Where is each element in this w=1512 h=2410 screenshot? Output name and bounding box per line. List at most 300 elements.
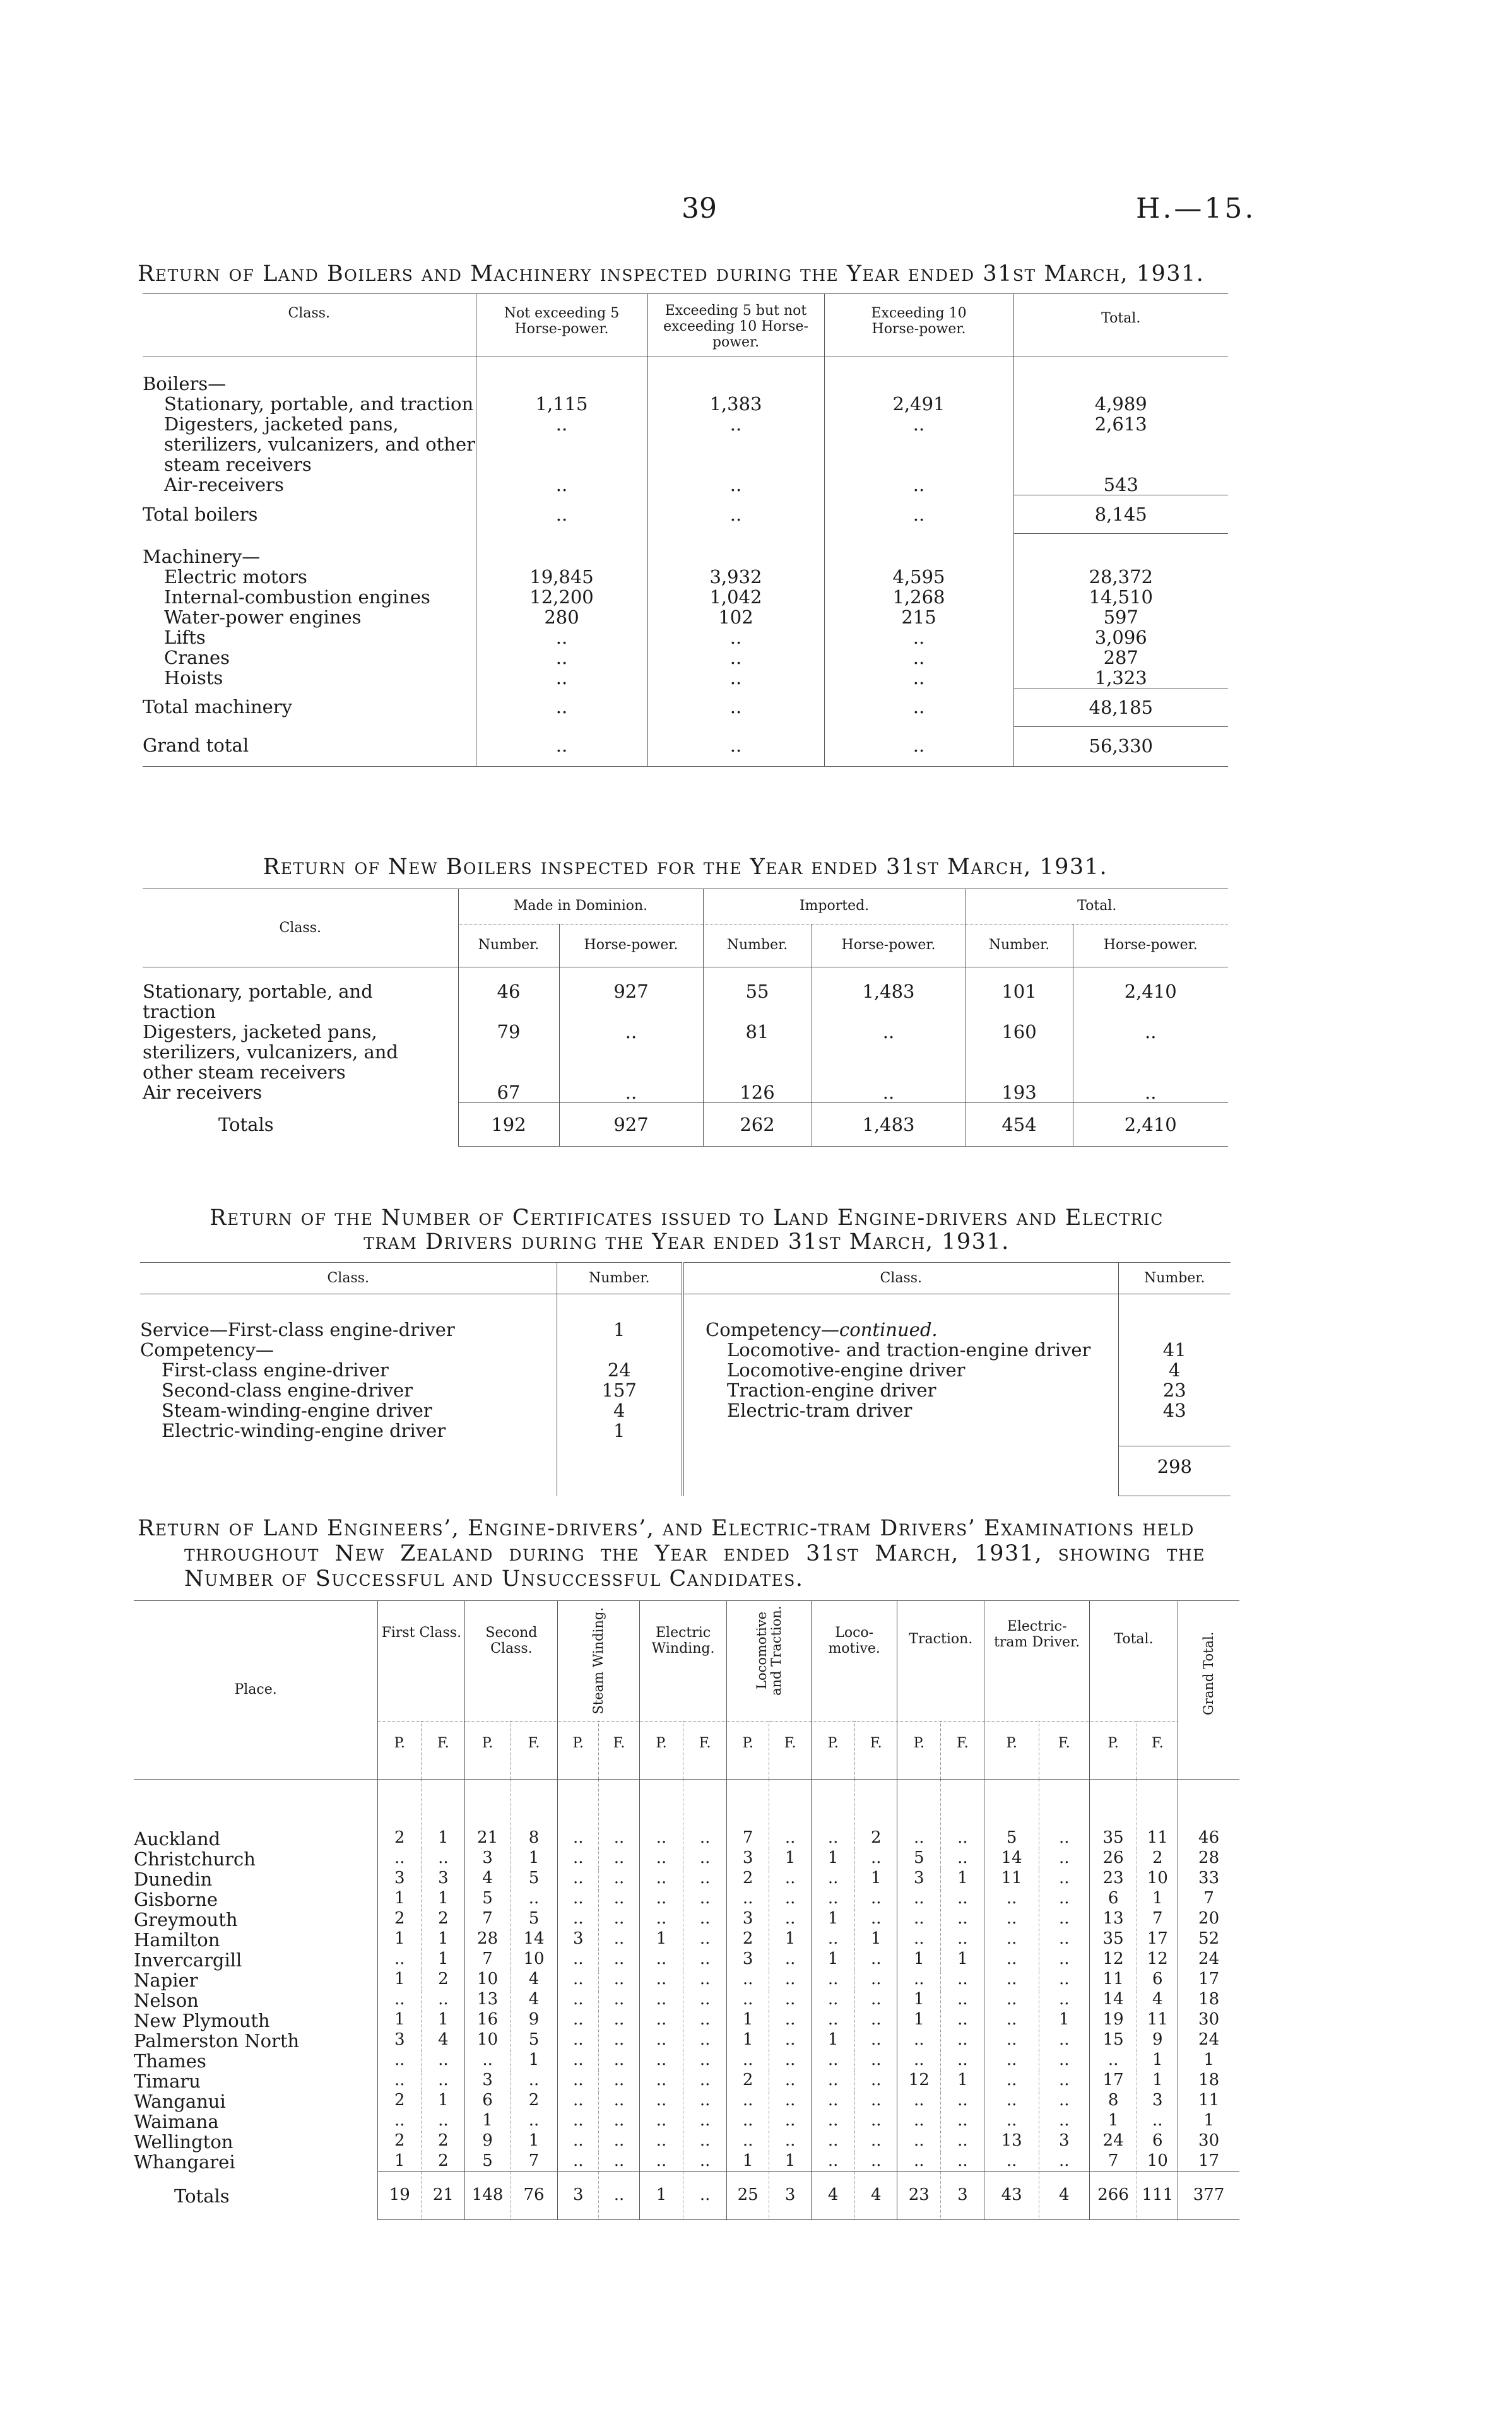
t4-row-value: ..: [897, 2091, 941, 2112]
t4-row-value: ..: [639, 2132, 683, 2152]
t1-machinery-row-col1: 280: [476, 607, 647, 627]
t4-row-value: 6: [1137, 2132, 1178, 2152]
t2-row-value: ..: [812, 1082, 966, 1103]
t4-row-value: 1: [422, 1930, 465, 1950]
t1-machinery-row-label: Water-power engines: [143, 607, 476, 627]
t2-row-value: 1,483: [812, 967, 966, 1022]
t4-row-place: Napier: [134, 1970, 378, 1990]
t1-boiler-row-total: 2,613: [1094, 413, 1147, 435]
t4-row: [134, 1910, 1239, 1930]
t4-row-value: 7: [1137, 1910, 1178, 1930]
t2-sub-number: Number.: [703, 924, 812, 967]
t4-totals-row-value: 266: [1089, 2172, 1137, 2220]
t4-row-value: 3: [1137, 2091, 1178, 2112]
t1-total-boilers-row-col2: ..: [647, 495, 824, 534]
t4-row-value: ..: [897, 2051, 941, 2071]
t4-row-value: 1: [897, 1990, 941, 2011]
t4-row-value: ..: [984, 1990, 1039, 2011]
t4-row-value: ..: [769, 1910, 812, 1930]
t4-row-value: 28: [465, 1930, 510, 1950]
t4-row: [134, 2112, 1239, 2132]
t1-total-machinery-row-col3: ..: [824, 688, 1013, 726]
t4-row-value: 3: [558, 1930, 599, 1950]
empty-cell: [1013, 534, 1228, 567]
t4-totals-row: [134, 2172, 1239, 2220]
t4-row-value: ..: [1137, 2112, 1178, 2132]
t4-row-value: 2: [422, 2132, 465, 2152]
t3-left-label: Service—First-class engine-driver: [140, 1319, 455, 1340]
t4-row-value: ..: [769, 1950, 812, 1970]
t4-row-value: ..: [769, 1970, 812, 1990]
t4-row-value: 1: [378, 1889, 422, 1910]
t1-machinery-row-col2: ..: [647, 647, 824, 668]
t4-row-value: ..: [941, 2031, 984, 2051]
t1-machinery-row-total: 1,323: [1094, 666, 1147, 688]
t4-row-value: ..: [941, 2112, 984, 2132]
t4-row-value: ..: [769, 2132, 812, 2152]
t4-row-value: ..: [639, 1950, 683, 1970]
t4-row-value: ..: [558, 2132, 599, 2152]
t4-group-locomotive: Loco-motive.: [812, 1601, 897, 1722]
t4-row-value: 12: [897, 2071, 941, 2091]
t1-boiler-row-col2: ..: [647, 475, 824, 495]
t1-boiler-row: [143, 475, 1228, 495]
t4-row-value: ..: [683, 1849, 727, 1869]
t3-left-value: 4: [613, 1400, 625, 1421]
t4-row-value: 7: [727, 1779, 769, 1849]
t4-row-value: 1: [812, 2031, 855, 2051]
t4-row-value: ..: [941, 1930, 984, 1950]
t4-row-value: ..: [683, 2112, 727, 2132]
t4-row-value: ..: [558, 1950, 599, 1970]
t4-row-value: ..: [465, 2051, 510, 2071]
t4-row-value: ..: [683, 2091, 727, 2112]
t1-machinery-row-col3: ..: [824, 668, 1013, 688]
t4-sub-f: F.: [1039, 1721, 1089, 1779]
t4-row-value: 1: [855, 1869, 897, 1889]
t3-right-heading-text: Competency—: [706, 1319, 839, 1340]
t1-boiler-row-label: Air-receivers: [143, 475, 476, 495]
t4-row-value: ..: [683, 1889, 727, 1910]
t4-sub-f: F.: [510, 1721, 558, 1779]
t1-total-machinery-row-total: 48,185: [1013, 688, 1228, 726]
t4-row-value: 1: [727, 2011, 769, 2031]
t4-row-value: 17: [1137, 1930, 1178, 1950]
t4-totals-row-value: 3: [558, 2172, 599, 2220]
t3-left-value: 157: [601, 1379, 637, 1401]
t4-row-value: 3: [727, 1910, 769, 1930]
t4-totals-row-value: ..: [683, 2172, 727, 2220]
t1-machinery-row: [143, 587, 1228, 607]
t4-row-value: 1: [422, 1779, 465, 1849]
t4-row-value: ..: [984, 2091, 1039, 2112]
t4-row-value: 1: [1137, 1889, 1178, 1910]
t4-row-value: 3: [465, 1849, 510, 1869]
t4-row-value: ..: [599, 2091, 640, 2112]
t3-right-label: Electric-tram driver: [727, 1400, 913, 1421]
t4-row-value: 2: [422, 2152, 465, 2172]
t4-row-value: 5: [465, 2152, 510, 2172]
t4-row-value: 10: [465, 2031, 510, 2051]
t4-row-value: ..: [558, 2071, 599, 2091]
t4-totals-row-value: 377: [1178, 2172, 1239, 2220]
t4-row-value: 7: [1203, 1888, 1214, 1908]
t4-row-value: 1: [769, 1930, 812, 1950]
t4-row-value: ..: [897, 1970, 941, 1990]
t4-row-value: ..: [639, 2091, 683, 2112]
t4-row-value: ..: [855, 2051, 897, 2071]
t4-row-value: ..: [683, 2132, 727, 2152]
t4-group-loco-traction: [727, 1601, 812, 1722]
t3-right-value: 23: [1162, 1379, 1186, 1401]
t4-row-value: ..: [984, 2112, 1039, 2132]
t4-row-value: ..: [558, 1849, 599, 1869]
t4-totals-row-value: 4: [855, 2172, 897, 2220]
t4-row-value: ..: [812, 2152, 855, 2172]
t4-row-value: 30: [1198, 2009, 1220, 2029]
t4-row-value: ..: [855, 2031, 897, 2051]
table4-group-header: [134, 1601, 1239, 1722]
t4-row-value: 1: [941, 1950, 984, 1970]
t4-row-value: ..: [639, 1889, 683, 1910]
t4-row-value: 1: [510, 2051, 558, 2071]
t4-row-value: ..: [984, 2051, 1039, 2071]
t3-right-heading: [706, 1320, 1118, 1340]
t4-row-value: 6: [465, 2091, 510, 2112]
t4-row-value: ..: [599, 2112, 640, 2132]
t4-sub-p: P.: [465, 1721, 510, 1779]
t4-row-value: ..: [1039, 1779, 1089, 1849]
t4-row-value: ..: [683, 1930, 727, 1950]
t2-group-imported: Imported.: [703, 889, 966, 924]
t2-row-value: 160: [966, 1022, 1073, 1082]
t2-sub-number: Number.: [966, 924, 1073, 967]
t4-row-value: ..: [599, 2031, 640, 2051]
empty-cell: [824, 534, 1013, 567]
t4-row-value: 1: [510, 1849, 558, 1869]
t4-row-value: 5: [510, 1910, 558, 1930]
t4-row-place: Nelson: [134, 1990, 378, 2011]
t1-total-machinery-row-label: Total machinery: [143, 688, 476, 726]
t3-left-value: 1: [613, 1319, 625, 1340]
t4-row-value: 2: [422, 1970, 465, 1990]
t4-row-value: 5: [984, 1779, 1039, 1849]
t4-row-value: ..: [599, 1910, 640, 1930]
t4-row-value: 1: [422, 1889, 465, 1910]
t4-row-value: ..: [378, 1950, 422, 1970]
t1-boiler-row-col3: 2,491: [824, 394, 1013, 414]
t4-row: [134, 2091, 1239, 2112]
t4-row-value: ..: [599, 1869, 640, 1889]
t4-row-value: 11: [1137, 2011, 1178, 2031]
t1-machinery-row: [143, 668, 1228, 688]
table3-title-line2: tram Drivers during the Year ended 31st March, 1931.: [363, 1229, 1010, 1255]
t2-row-value: 193: [966, 1082, 1073, 1103]
t4-row-value: ..: [1039, 1990, 1089, 2011]
t4-row-value: 14: [510, 1930, 558, 1950]
t4-row-value: ..: [1039, 1849, 1089, 1869]
t4-row-value: ..: [812, 2091, 855, 2112]
t2-totals-value: 454: [966, 1103, 1073, 1147]
t4-row-value: 3: [727, 1849, 769, 1869]
t4-totals-row-value: 76: [510, 2172, 558, 2220]
table3-body: [140, 1294, 1231, 1497]
t4-row-value: ..: [727, 2091, 769, 2112]
t4-row-value: 2: [855, 1779, 897, 1849]
t1-machinery-row-col1: 19,845: [476, 567, 647, 587]
t4-row-value: 4: [422, 2031, 465, 2051]
t1-grand-total-row-col2: ..: [647, 726, 824, 766]
t4-row-value: ..: [941, 1910, 984, 1930]
t4-row-value: 2: [378, 2091, 422, 2112]
t1-machinery-row: [143, 627, 1228, 647]
t3-left-label: Steam-winding-engine driver: [162, 1400, 432, 1421]
t4-row-value: ..: [727, 1970, 769, 1990]
t4-row-value: 1: [1137, 2071, 1178, 2091]
t4-sub-p: P.: [378, 1721, 422, 1779]
t4-row-value: 26: [1089, 1849, 1137, 1869]
t4-row-value: ..: [984, 2031, 1039, 2051]
t4-row-value: ..: [639, 1910, 683, 1930]
t4-row-value: 1: [378, 1930, 422, 1950]
t1-boiler-row-col1: ..: [476, 475, 647, 495]
t4-row-value: 7: [1089, 2152, 1137, 2172]
t4-row: [134, 1990, 1239, 2011]
t3-right-labels: [683, 1294, 1118, 1497]
t4-row: [134, 1849, 1239, 1869]
t4-row-value: ..: [599, 1990, 640, 2011]
t4-row-place: Hamilton: [134, 1930, 378, 1950]
t3-col-class-right: Class.: [683, 1263, 1118, 1294]
t4-sub-f: F.: [683, 1721, 727, 1779]
t4-group-traction: Traction.: [897, 1601, 984, 1722]
t4-row-value: 1: [1203, 2110, 1214, 2130]
t4-row-value: ..: [855, 2091, 897, 2112]
t2-row-value: 126: [703, 1082, 812, 1103]
table4-title-line1: Return of Land Engineers’, Engine-drivers’, and Electric-tram Drivers’ Examinations held: [138, 1516, 1195, 1541]
t3-left-values: [557, 1294, 683, 1497]
t4-row-value: 3: [897, 1869, 941, 1889]
t4-row-value: ..: [984, 1950, 1039, 1970]
t2-row-value: 55: [703, 967, 812, 1022]
t2-row-value: 2,410: [1124, 981, 1177, 1002]
t4-row-value: ..: [941, 2091, 984, 2112]
t4-row-value: 17: [1198, 1969, 1220, 1988]
t4-row-value: 46: [1198, 1828, 1220, 1847]
t4-row-value: ..: [727, 1889, 769, 1910]
table2-title: Return of New Boilers inspected for the Year ended 31st March, 1931.: [263, 854, 1108, 880]
t4-row-place: Thames: [134, 2051, 378, 2071]
t4-row-value: ..: [855, 2112, 897, 2132]
t4-row-value: 1: [812, 1950, 855, 1970]
t4-row-value: ..: [769, 2051, 812, 2071]
t4-row-value: 8: [1089, 2091, 1137, 2112]
t1-machinery-row-col1: ..: [476, 647, 647, 668]
t4-row-value: ..: [941, 1990, 984, 2011]
t4-row-value: 3: [422, 1869, 465, 1889]
t4-row-value: 15: [1089, 2031, 1137, 2051]
t4-row: [134, 2031, 1239, 2051]
t3-col-class-left: Class.: [140, 1263, 557, 1294]
t2-row-value: ..: [559, 1022, 703, 1082]
t1-machinery-row-total: 597: [1103, 606, 1138, 628]
t1-boiler-row-label: Digesters, jacketed pans, sterilizers, vulcanizers, and other steam receivers: [143, 414, 476, 475]
t4-row-value: 3: [465, 2071, 510, 2091]
table1: [143, 293, 1228, 767]
t4-row-value: ..: [378, 2071, 422, 2091]
t4-row-value: 2: [1137, 1849, 1178, 1869]
t4-row-value: ..: [422, 2071, 465, 2091]
t4-row-value: ..: [510, 1889, 558, 1910]
t4-row-value: ..: [855, 2132, 897, 2152]
t4-totals-row-value: 4: [812, 2172, 855, 2220]
t4-row: [134, 1930, 1239, 1950]
t4-row-value: ..: [812, 2011, 855, 2031]
t4-row-value: 1: [1203, 2050, 1214, 2069]
t4-row-value: ..: [422, 2112, 465, 2132]
t4-row-value: 14: [984, 1849, 1039, 1869]
t4-row-value: 9: [1137, 2031, 1178, 2051]
t4-row-value: ..: [558, 1990, 599, 2011]
t4-row-value: 1: [378, 2011, 422, 2031]
t4-row-value: ..: [897, 2112, 941, 2132]
t4-row-value: 16: [465, 2011, 510, 2031]
t4-row-value: 28: [1198, 1848, 1220, 1867]
t4-row-value: ..: [897, 1889, 941, 1910]
t2-sub-hp: Horse-power.: [1073, 924, 1228, 967]
t2-group-dominion: Made in Dominion.: [458, 889, 703, 924]
t4-row-value: ..: [897, 1779, 941, 1849]
t4-group-electric-winding: Electric Winding.: [639, 1601, 726, 1722]
t4-sub-f: F.: [769, 1721, 812, 1779]
t1-machinery-row-col3: ..: [824, 647, 1013, 668]
t4-sub-p: P.: [558, 1721, 599, 1779]
t4-row-value: 24: [1089, 2132, 1137, 2152]
t4-row-value: ..: [639, 2011, 683, 2031]
t4-row-value: 3: [727, 1950, 769, 1970]
t4-row-value: 1: [465, 2112, 510, 2132]
t4-row-value: 1: [727, 2152, 769, 2172]
t4-sub-p: P.: [984, 1721, 1039, 1779]
t4-row-value: ..: [683, 1990, 727, 2011]
t4-row-value: ..: [1039, 1930, 1089, 1950]
t1-total-boilers-row-col1: ..: [476, 495, 647, 534]
t4-row-value: ..: [558, 2011, 599, 2031]
t4-row: [134, 1779, 1239, 1849]
t4-col-grand-total: [1178, 1601, 1239, 1780]
t1-grand-total-row-col3: ..: [824, 726, 1013, 766]
t1-total-machinery-row: [143, 688, 1228, 726]
t4-row-value: ..: [855, 2071, 897, 2091]
t1-machinery-row-total: 3,096: [1094, 626, 1147, 648]
t4-row: [134, 2051, 1239, 2071]
t4-row-place: Wanganui: [134, 2091, 378, 2112]
t4-row-value: ..: [812, 2112, 855, 2132]
t4-row: [134, 1970, 1239, 1990]
t1-grand-total-row: [143, 726, 1228, 766]
t4-row-value: ..: [812, 2051, 855, 2071]
t4-sub-f: F.: [941, 1721, 984, 1779]
t4-row-value: ..: [599, 2152, 640, 2172]
t4-row-value: 1: [639, 1930, 683, 1950]
t3-right-label: Traction-engine driver: [727, 1379, 936, 1401]
t4-row-value: ..: [378, 2051, 422, 2071]
t3-left-label: Competency—: [140, 1339, 274, 1361]
t1-machinery-row-col3: ..: [824, 627, 1013, 647]
t1-boiler-row: [143, 414, 1228, 475]
t1-machinery-row-label: Internal-combustion engines: [143, 587, 476, 607]
t4-row-value: 3: [378, 2031, 422, 2051]
t1-machinery-row-label: Hoists: [143, 668, 476, 688]
table4-title-line2: throughout New Zealand during the Year ended 31st March, 1931, showing the: [184, 1541, 1205, 1566]
t1-machinery-row-label: Electric motors: [143, 567, 476, 587]
t4-row-value: 10: [1137, 1869, 1178, 1889]
t3-right-label: Locomotive-engine driver: [727, 1359, 966, 1381]
t4-row-value: ..: [941, 1779, 984, 1849]
page-number: 39: [682, 192, 717, 225]
t1-boiler-row-col2: 1,383: [647, 394, 824, 414]
t4-row-place: New Plymouth: [134, 2011, 378, 2031]
t4-row-value: 10: [510, 1950, 558, 1970]
t4-row-value: 7: [510, 2152, 558, 2172]
t1-machinery-row-label: Cranes: [143, 647, 476, 668]
t4-row-value: 11: [984, 1869, 1039, 1889]
t4-row-value: 35: [1089, 1930, 1137, 1950]
t4-row-value: ..: [683, 2031, 727, 2051]
t1-boiler-row: [143, 394, 1228, 414]
t2-sub-hp: Horse-power.: [812, 924, 966, 967]
t4-row-value: ..: [599, 1930, 640, 1950]
t4-row-value: 20: [1198, 1908, 1220, 1928]
t4-row-value: ..: [422, 2051, 465, 2071]
t4-row-value: ..: [727, 2051, 769, 2071]
t4-row-value: ..: [1039, 2031, 1089, 2051]
t4-row-place: Dunedin: [134, 1869, 378, 1889]
t4-row-value: ..: [897, 2031, 941, 2051]
t4-row-value: 7: [465, 1910, 510, 1930]
t4-row: [134, 1889, 1239, 1910]
t1-grand-total-row-col1: ..: [476, 726, 647, 766]
t4-row-value: ..: [558, 1889, 599, 1910]
t4-row-value: ..: [812, 1930, 855, 1950]
t2-totals-value: 192: [458, 1103, 559, 1147]
t2-row-label: Air receivers: [143, 1082, 458, 1103]
t1-grand-total-row-label: Grand total: [143, 726, 476, 766]
t4-row-value: ..: [683, 2071, 727, 2091]
t4-row-value: ..: [769, 1889, 812, 1910]
t4-row-value: ..: [941, 1849, 984, 1869]
t4-row-place: Gisborne: [134, 1889, 378, 1910]
t4-sub-p: P.: [1089, 1721, 1137, 1779]
t4-row-value: ..: [639, 2031, 683, 2051]
t4-row-value: ..: [897, 2132, 941, 2152]
t4-row-value: ..: [1039, 1889, 1089, 1910]
t4-row-value: 5: [510, 2031, 558, 2051]
t4-row-value: 1: [812, 1849, 855, 1869]
t4-row-value: ..: [639, 1779, 683, 1849]
t4-row-value: 13: [1089, 1910, 1137, 1930]
t4-row-value: ..: [683, 1970, 727, 1990]
empty-cell: [476, 534, 647, 567]
t3-right-value: 43: [1162, 1400, 1186, 1421]
t3-left-label: Electric-winding-engine driver: [162, 1420, 446, 1441]
t4-row-place: Christchurch: [134, 1849, 378, 1869]
t4-row-value: 4: [465, 1869, 510, 1889]
t4-row-value: 30: [1198, 2130, 1220, 2150]
t4-row-value: ..: [941, 1889, 984, 1910]
t1-machinery-row-total: 28,372: [1089, 565, 1153, 588]
t1-boiler-row-total: 4,989: [1094, 393, 1147, 415]
